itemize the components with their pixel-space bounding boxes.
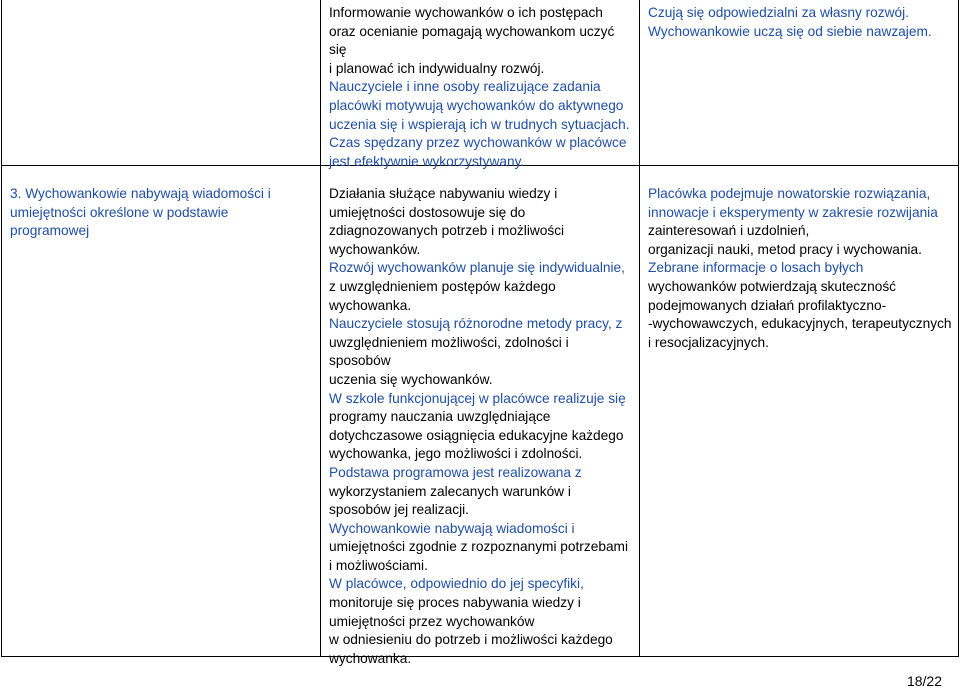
text-line: umiejętności określone w podstawie — [10, 204, 229, 220]
text-line: Nauczyciele stosują różnorodne metody pracy, z — [329, 316, 623, 332]
text-line: wychowanków potwierdzają skuteczność — [648, 278, 897, 294]
text-line: i możliwościami. — [329, 557, 428, 573]
text-line: i resocjalizacyjnych. — [648, 334, 769, 350]
text-line: -wychowawczych, edukacyjnych, terapeutycznych — [648, 316, 952, 332]
text-line: uczenia się wychowanków. — [329, 371, 493, 387]
text-line: dotychczasowe osiągnięcia edukacyjne każdego — [329, 427, 624, 443]
text-line: programowej — [10, 223, 90, 239]
text-line: wychowanka. — [329, 297, 412, 313]
text-line: wykorzystaniem zalecanych warunków i — [329, 483, 571, 499]
text-line: i planować ich indywidualny rozwój. — [329, 60, 545, 76]
text-line: oraz ocenianie pomagają wychowankom uczyć się — [329, 23, 615, 58]
text-line: organizacji nauki, metod pracy i wychowania. — [648, 241, 922, 257]
text-line: Czas spędzany przez wychowanków w placówce — [329, 135, 627, 151]
row2-col1-cell — [10, 185, 315, 241]
text-line: sposobów jej realizacji. — [329, 502, 469, 518]
text-line: umiejętności przez wychowanków — [329, 613, 535, 629]
table-row — [2, 0, 958, 169]
row1-col3-cell — [648, 4, 953, 41]
text-line: zdiagnozowanych potrzeb i możliwości — [329, 223, 565, 239]
text-line: Podstawa programowa jest realizowana z — [329, 464, 582, 480]
text-line: Zebrane informacje o losach byłych — [648, 260, 864, 276]
text-line: jest efektywnie wykorzystywany. — [329, 153, 525, 169]
text-line: Wychowankowie uczą się od siebie nawzajem. — [648, 23, 932, 39]
text-line: uczenia się i wspierają ich w trudnych sytuacjach. — [329, 116, 630, 132]
text-line: umiejętności dostosowuje się do — [329, 204, 526, 220]
text-line: w odniesieniu do potrzeb i możliwości każdego — [329, 632, 613, 648]
column-divider — [320, 0, 321, 165]
text-line: z uwzględnieniem postępów każdego — [329, 278, 556, 294]
text-line: 3. Wychowankowie nabywają wiadomości i — [10, 186, 271, 201]
text-line: zainteresowań i uzdolnień, — [648, 223, 810, 239]
column-divider — [639, 166, 640, 656]
column-divider — [320, 166, 321, 656]
text-line: innowacje i eksperymenty w zakresie rozwijania — [648, 204, 938, 220]
text-line: wychowanka, jego możliwości i zdolności. — [329, 446, 583, 462]
text-line: placówki motywują wychowanków do aktywnego — [329, 97, 624, 113]
row2-col3-cell — [648, 185, 953, 352]
text-line: Działania służące nabywaniu wiedzy i — [329, 186, 558, 201]
text-line: uwzględnieniem możliwości, zdolności i sposobów — [329, 334, 569, 369]
criteria-table — [1, 0, 959, 666]
text-line: programy nauczania uwzględniające — [329, 409, 551, 425]
text-line: wychowanków. — [329, 241, 421, 257]
row2-col2-cell — [329, 185, 634, 668]
page-number: 18/22 — [906, 673, 942, 689]
text-line: Placówka podejmuje nowatorskie rozwiązania, — [648, 186, 931, 201]
text-line: Informowanie wychowanków o ich postępach — [329, 5, 603, 20]
text-line: Czują się odpowiedzialni za własny rozwój. — [648, 5, 909, 20]
text-line: W szkole funkcjonującej w placówce realizuje się — [329, 390, 626, 406]
text-line: umiejętności zgodnie z rozpoznanymi potrzebami — [329, 539, 628, 555]
text-line: Rozwój wychowanków planuje się indywidualnie, — [329, 260, 625, 276]
text-line: W placówce, odpowiednio do jej specyfiki, — [329, 576, 584, 592]
column-divider — [639, 0, 640, 165]
row1-col2-cell — [329, 4, 634, 171]
table-row — [2, 166, 958, 666]
text-line: podejmowanych działań profilaktyczno- — [648, 297, 887, 313]
text-line: monitoruje się proces nabywania wiedzy i — [329, 595, 581, 611]
text-line: wychowanka. — [329, 650, 412, 666]
text-line: Nauczyciele i inne osoby realizujące zadania — [329, 79, 601, 95]
text-line: Wychowankowie nabywają wiadomości i — [329, 520, 575, 536]
